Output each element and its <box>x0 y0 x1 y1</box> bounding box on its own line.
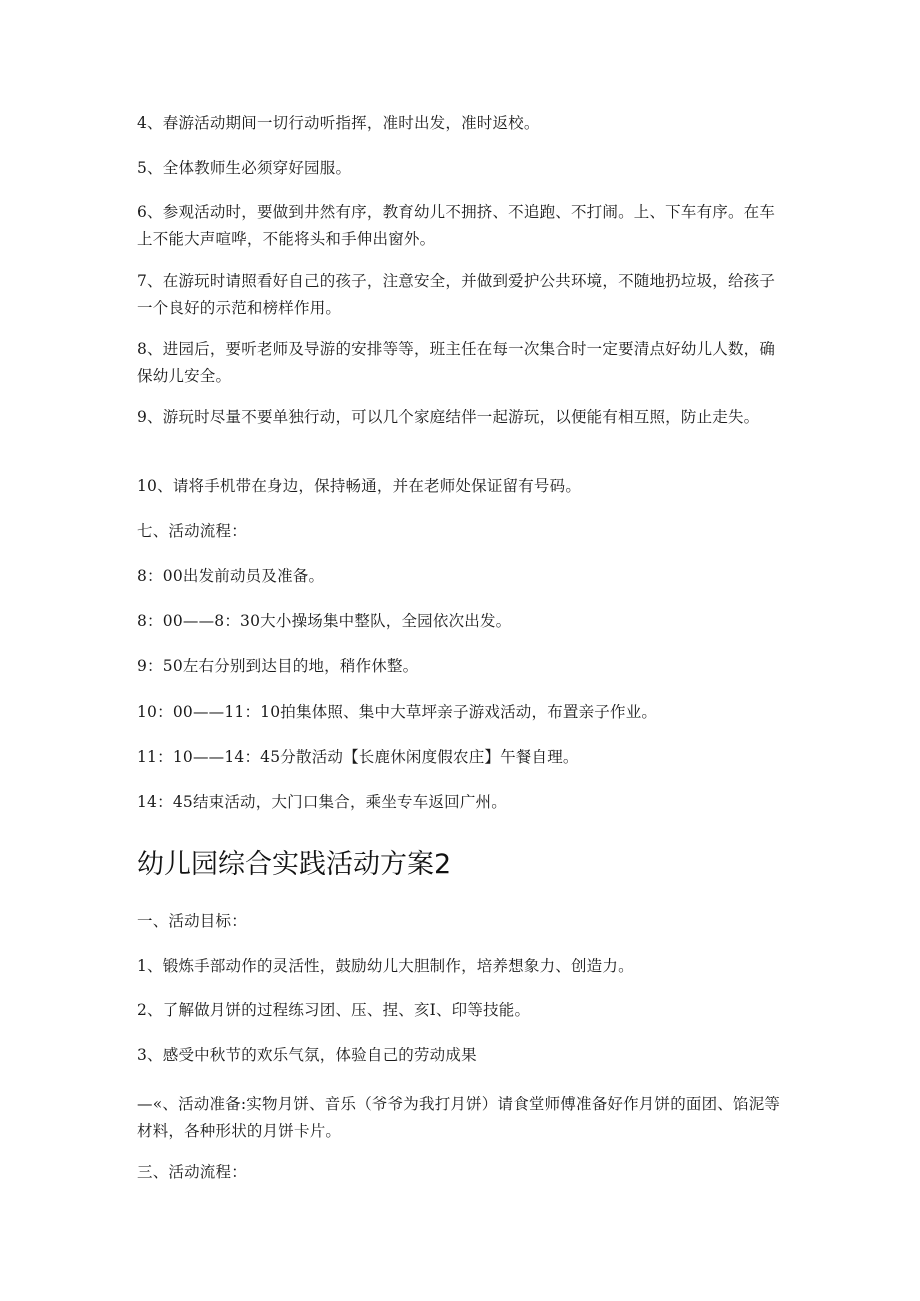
goal-item: 3、感受中秋节的欢乐气氛，体验自己的劳动成果 <box>137 1046 477 1064</box>
goal-heading: 一、活动目标： <box>137 912 247 930</box>
rule-item-9: 9、游玩时尽量不要单独行动，可以几个家庭结伴一起游玩，以便能有相互照，防止走失。 <box>137 408 760 426</box>
schedule-item: 8：00出发前动员及准备。 <box>137 567 325 585</box>
process-heading: 七、活动流程： <box>137 522 247 540</box>
schedule-item: 14：45结束活动，大门口集合，乘坐专车返回广州。 <box>137 793 507 811</box>
schedule-item: 8：00——8：30大小操场集中整队，全园依次出发。 <box>137 612 512 630</box>
process-heading-2: 三、活动流程： <box>137 1163 247 1181</box>
rule-item-7: 7、在游玩时请照看好自己的孩子，注意安全，并做到爱护公共环境，不随地扔垃圾，给孩子一个良好的示范和榜样作用。 <box>137 272 776 317</box>
rule-item-10: 10、请将手机带在身边，保持畅通，并在老师处保证留有号码。 <box>137 477 582 495</box>
section-title: 幼儿园综合实践活动方案2 <box>137 849 452 880</box>
schedule-item: 9：50左右分别到达目的地，稍作休整。 <box>137 657 419 675</box>
goal-item: 1、锻炼手部动作的灵活性，鼓励幼儿大胆制作，培养想象力、创造力。 <box>137 957 634 975</box>
schedule-item: 10：00——11：10拍集体照、集中大草坪亲子游戏活动，布置亲子作业。 <box>137 703 658 721</box>
preparation-paragraph: —«、活动准备:实物月饼、音乐（爷爷为我打月饼）请食堂师傅准备好作月饼的面团、馅泥等材料，各种形状的月饼卡片。 <box>137 1095 781 1140</box>
goal-item: 2、了解做月饼的过程练习团、压、捏、亥I、印等技能。 <box>137 1001 531 1019</box>
rule-item-4: 4、春游活动期间一切行动听指挥，准时出发，准时返校。 <box>137 114 540 132</box>
rule-item-6: 6、参观活动时，要做到井然有序，教育幼儿不拥挤、不追跑、不打闹。上、下车有序。在车上不能大声喧哗，不能将头和手伸出窗外。 <box>137 203 776 248</box>
schedule-item: 11：10——14：45分散活动【长鹿休闲度假农庄】午餐自理。 <box>137 748 579 766</box>
rule-item-8: 8、进园后，要听老师及导游的安排等等，班主任在每一次集合时一定要清点好幼儿人数，确保幼儿安全。 <box>137 340 776 385</box>
rule-item-5: 5、全体教师生必须穿好园服。 <box>137 159 352 177</box>
